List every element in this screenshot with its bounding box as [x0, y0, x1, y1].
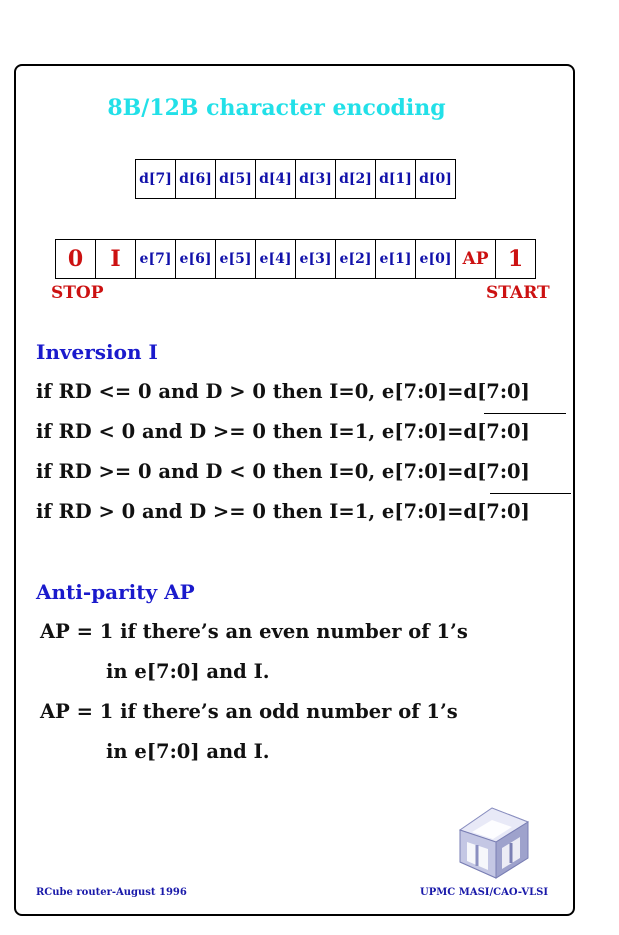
e-cell: e[6]	[175, 239, 216, 279]
e-cell: e[5]	[215, 239, 256, 279]
overline-mark	[484, 413, 566, 414]
stop-label: STOP	[51, 283, 104, 303]
anti-parity-line: AP = 1 if there’s an even number of 1’s	[40, 620, 468, 643]
d-cell: d[3]	[295, 159, 336, 199]
cube-logo-icon	[452, 800, 534, 882]
d-cell: d[7]	[135, 159, 176, 199]
start-bit-cell: 1	[495, 239, 536, 279]
e-cell: e[2]	[335, 239, 376, 279]
inversion-heading: Inversion I	[36, 340, 158, 364]
inversion-rule: if RD <= 0 and D > 0 then I=0, e[7:0]=d[7:0]	[36, 380, 530, 403]
e-cell: e[7]	[135, 239, 176, 279]
d-cell: d[0]	[415, 159, 456, 199]
start-label: START	[486, 283, 550, 303]
overline-mark	[490, 493, 571, 494]
d-cell: d[6]	[175, 159, 216, 199]
inversion-rule: if RD > 0 and D >= 0 then I=1, e[7:0]=d[7:0]	[36, 500, 530, 523]
inversion-rule: if RD < 0 and D >= 0 then I=1, e[7:0]=d[7:0]	[36, 420, 530, 443]
e-cell: e[0]	[415, 239, 456, 279]
encoded-word-row	[55, 239, 536, 279]
footer-left: RCube router-August 1996	[36, 887, 187, 898]
inversion-bit-cell: I	[95, 239, 136, 279]
anti-parity-line: AP = 1 if there’s an odd number of 1’s	[40, 700, 458, 723]
e-cell: e[4]	[255, 239, 296, 279]
d-cell: d[1]	[375, 159, 416, 199]
anti-parity-bit-cell: AP	[455, 239, 496, 279]
d-cell: d[5]	[215, 159, 256, 199]
e-cell: e[1]	[375, 239, 416, 279]
e-cell: e[3]	[295, 239, 336, 279]
anti-parity-line: in e[7:0] and I.	[106, 660, 270, 683]
anti-parity-line: in e[7:0] and I.	[106, 740, 270, 763]
anti-parity-heading: Anti-parity AP	[36, 580, 195, 604]
d-cell: d[2]	[335, 159, 376, 199]
slide-title: 8B/12B character encoding	[107, 95, 446, 121]
stop-bit-cell: 0	[55, 239, 96, 279]
inversion-rule: if RD >= 0 and D < 0 then I=0, e[7:0]=d[7:0]	[36, 460, 530, 483]
d-cell: d[4]	[255, 159, 296, 199]
data-byte-row	[135, 159, 456, 199]
footer-right: UPMC MASI/CAO-VLSI	[420, 887, 549, 898]
